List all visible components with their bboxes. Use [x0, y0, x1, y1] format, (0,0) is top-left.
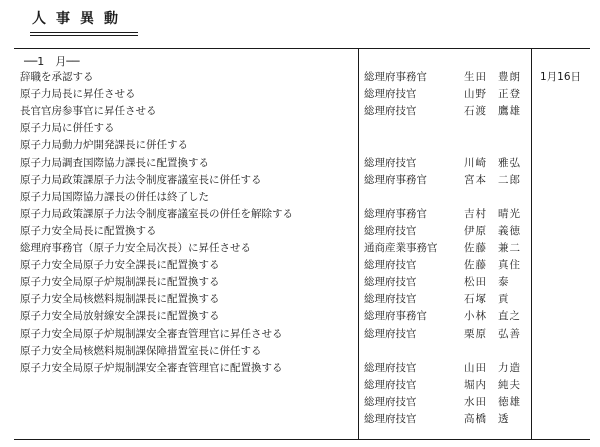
- table-row: [0, 189, 600, 206]
- action-cell: 原子力安全局核燃料規制課長に配置換する: [20, 293, 220, 306]
- action-cell: 原子力局国際協力課長の併任は終了した: [20, 190, 209, 203]
- table-row: [0, 326, 600, 343]
- title-cell: 総理府技官: [364, 327, 417, 340]
- title-cell: 総理府技官: [364, 259, 417, 272]
- surname-cell: 宮本: [464, 173, 487, 186]
- given-name-cell: 鷹雄: [498, 105, 521, 118]
- table-row: [0, 377, 600, 394]
- title-cell: 総理府技官: [364, 224, 417, 237]
- surname-cell: 水田: [464, 395, 487, 408]
- given-name-cell: 雅弘: [498, 156, 521, 169]
- given-name-cell: 正登: [498, 88, 521, 101]
- table-row: [0, 411, 600, 428]
- given-name-cell: 直之: [498, 310, 521, 323]
- title-underline: [30, 32, 138, 33]
- surname-cell: 生田: [464, 71, 487, 83]
- given-name-cell: 義徳: [498, 224, 521, 237]
- table-row: [0, 240, 600, 257]
- title-cell: 総理府技官: [364, 293, 417, 306]
- month-label: ──1 月──: [24, 55, 80, 68]
- given-name-cell: 貢: [498, 293, 510, 306]
- action-cell: 原子力局政策課原子力法令制度審議室長に併任する: [20, 173, 262, 186]
- given-name-cell: 真住: [498, 259, 521, 272]
- table-row: [0, 257, 600, 274]
- title-cell: 総理府事務官: [364, 71, 427, 83]
- action-cell: 原子力安全局原子炉規制課安全審査管理官に配置換する: [20, 361, 283, 374]
- surname-cell: 山田: [464, 361, 487, 374]
- title-cell: 総理府事務官: [364, 310, 427, 323]
- title-cell: 通商産業事務官: [364, 242, 438, 254]
- page-title: 人事異動: [32, 11, 128, 27]
- given-name-cell: 純夫: [498, 378, 521, 391]
- title-cell: 総理府技官: [364, 105, 417, 118]
- title-cell: 総理府技官: [364, 395, 417, 408]
- action-cell: 長官官房参事官に昇任させる: [20, 105, 157, 118]
- surname-cell: 吉村: [464, 207, 487, 220]
- surname-cell: 川崎: [464, 156, 487, 169]
- title-cell: 総理府技官: [364, 413, 417, 425]
- title-underline: [30, 35, 138, 36]
- table-row: [0, 360, 600, 377]
- surname-cell: 佐藤: [464, 259, 487, 272]
- title-cell: 総理府技官: [364, 88, 417, 101]
- surname-cell: 佐藤: [464, 242, 487, 254]
- table-row: [0, 172, 600, 189]
- given-name-cell: 泰: [498, 276, 510, 289]
- given-name-cell: 徳雄: [498, 395, 521, 408]
- action-cell: 原子力局動力炉開発課長に併任する: [20, 139, 188, 152]
- action-cell: 原子力安全局原子炉規制課安全審査管理官に昇任させる: [20, 327, 283, 340]
- given-name-cell: 晴光: [498, 207, 521, 220]
- surname-cell: 松田: [464, 276, 487, 289]
- surname-cell: 石塚: [464, 293, 487, 306]
- table-row: [0, 69, 600, 86]
- table-row: [0, 291, 600, 308]
- table-row: [0, 155, 600, 172]
- action-cell: 総理府事務官（原子力安全局次長）に昇任させる: [20, 242, 251, 254]
- action-cell: 原子力安全局原子炉規制課長に配置換する: [20, 276, 220, 289]
- surname-cell: 伊原: [464, 224, 487, 237]
- table-row: [0, 343, 600, 360]
- date-cell: 1月16日: [540, 71, 582, 83]
- title-cell: 総理府事務官: [364, 173, 427, 186]
- action-cell: 辞職を承認する: [20, 71, 94, 83]
- table-row: [0, 308, 600, 325]
- given-name-cell: 豊朗: [498, 71, 521, 83]
- title-cell: 総理府事務官: [364, 207, 427, 220]
- table-row: [0, 86, 600, 103]
- surname-cell: 小林: [464, 310, 487, 323]
- surname-cell: 栗原: [464, 327, 487, 340]
- title-cell: 総理府技官: [364, 378, 417, 391]
- action-cell: 原子力局調査国際協力課長に配置換する: [20, 156, 209, 169]
- given-name-cell: 二郎: [498, 173, 521, 186]
- table-row: [0, 223, 600, 240]
- title-cell: 総理府技官: [364, 361, 417, 374]
- given-name-cell: 兼二: [498, 242, 521, 254]
- action-cell: 原子力局に併任する: [20, 122, 115, 135]
- table-row: [0, 137, 600, 154]
- action-cell: 原子力安全局核燃料規制課保障措置室長に併任する: [20, 344, 262, 357]
- given-name-cell: 透: [498, 413, 510, 425]
- table-row: [0, 274, 600, 291]
- title-cell: 総理府技官: [364, 276, 417, 289]
- table-row: [0, 120, 600, 137]
- given-name-cell: 弘善: [498, 327, 521, 340]
- title-cell: 総理府技官: [364, 156, 417, 169]
- surname-cell: 高橋: [464, 413, 487, 425]
- table-row: [0, 394, 600, 411]
- given-name-cell: 力造: [498, 361, 521, 374]
- surname-cell: 堀内: [464, 378, 487, 391]
- action-cell: 原子力安全局放射線安全課長に配置換する: [20, 310, 220, 323]
- action-cell: 原子力局長に昇任させる: [20, 88, 136, 101]
- table-row: [0, 206, 600, 223]
- action-cell: 原子力局政策課原子力法令制度審議室長の併任を解除する: [20, 207, 293, 220]
- table-row: [0, 103, 600, 120]
- surname-cell: 山野: [464, 88, 487, 101]
- surname-cell: 石渡: [464, 105, 487, 118]
- action-cell: 原子力安全局原子力安全課長に配置換する: [20, 259, 220, 272]
- action-cell: 原子力安全局長に配置換する: [20, 224, 157, 237]
